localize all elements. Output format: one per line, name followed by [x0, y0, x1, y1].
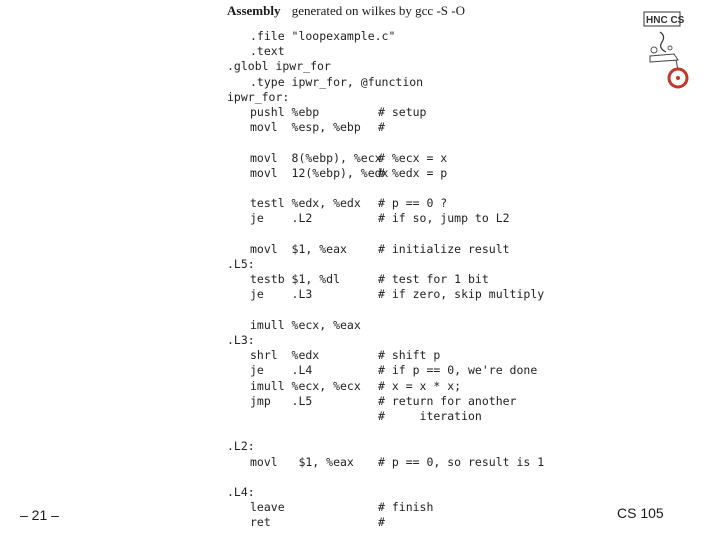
code-comment: #: [378, 515, 385, 529]
code-label: .L4:: [227, 485, 255, 499]
code-instr: jmp .L5: [250, 394, 313, 408]
code-comment: # shift p: [378, 348, 441, 362]
code-instr: movl 8(%ebp), %ecx: [250, 151, 382, 165]
code-instr: shrl %edx: [250, 348, 320, 362]
code-instr: ret: [250, 515, 271, 529]
code-comment: # p == 0, so result is 1: [378, 455, 545, 469]
code-instr: .text: [250, 44, 285, 58]
code-comment: # initialize result: [378, 242, 510, 256]
code-comment: # finish: [378, 500, 434, 514]
code-comment: # %ecx = x: [378, 151, 448, 165]
code-comment: # p == 0 ?: [378, 196, 448, 210]
code-instr: leave: [250, 500, 285, 514]
code-comment: #: [378, 120, 385, 134]
code-instr: .file "loopexample.c": [250, 29, 396, 43]
code-comment: # if so, jump to L2: [378, 211, 510, 225]
code-comment: # if zero, skip multiply: [378, 287, 545, 301]
code-instr: je .L2: [250, 211, 313, 225]
code-instr: movl %esp, %ebp: [250, 120, 361, 134]
code-comment: # %edx = p: [378, 166, 448, 180]
code-instr: je .L3: [250, 287, 313, 301]
listing-subtitle: generated on wilkes by gcc -S -O: [291, 3, 465, 18]
code-label: .L5:: [227, 257, 255, 271]
slide-number: – 21 –: [20, 507, 59, 523]
code-instr: movl $1, %eax: [250, 455, 354, 469]
code-label: .L3:: [227, 333, 255, 347]
listing-title: Assembly: [227, 3, 281, 18]
code-comment: # return for another: [378, 394, 517, 408]
code-comment: # iteration: [378, 409, 482, 423]
assembly-listing: [227, 0, 607, 540]
code-instr: testb $1, %dl: [250, 272, 341, 286]
code-instr: movl $1, %eax: [250, 242, 347, 256]
code-instr: imull %ecx, %ecx: [250, 379, 361, 393]
code-instr: pushl %ebp: [250, 105, 320, 119]
code-label: ipwr_for:: [227, 90, 290, 104]
code-label: .globl ipwr_for: [227, 59, 331, 73]
code-comment: # test for 1 bit: [378, 272, 489, 286]
code-instr: imull %ecx, %eax: [250, 318, 361, 332]
code-instr: testl %edx, %edx: [250, 196, 361, 210]
logo-text: HNC CS: [646, 15, 685, 26]
code-comment: # x = x * x;: [378, 379, 462, 393]
code-comment: # setup: [378, 105, 427, 119]
code-label: .L2:: [227, 439, 255, 453]
code-instr: movl 12(%ebp), %edx: [250, 166, 389, 180]
code-instr: je .L4: [250, 363, 313, 377]
hmc-cs-unicycle-logo-icon: [640, 8, 700, 92]
course-label: CS 105: [617, 505, 664, 521]
code-comment: # if p == 0, we're done: [378, 363, 538, 377]
code-instr: .type ipwr_for, @function: [250, 75, 424, 89]
